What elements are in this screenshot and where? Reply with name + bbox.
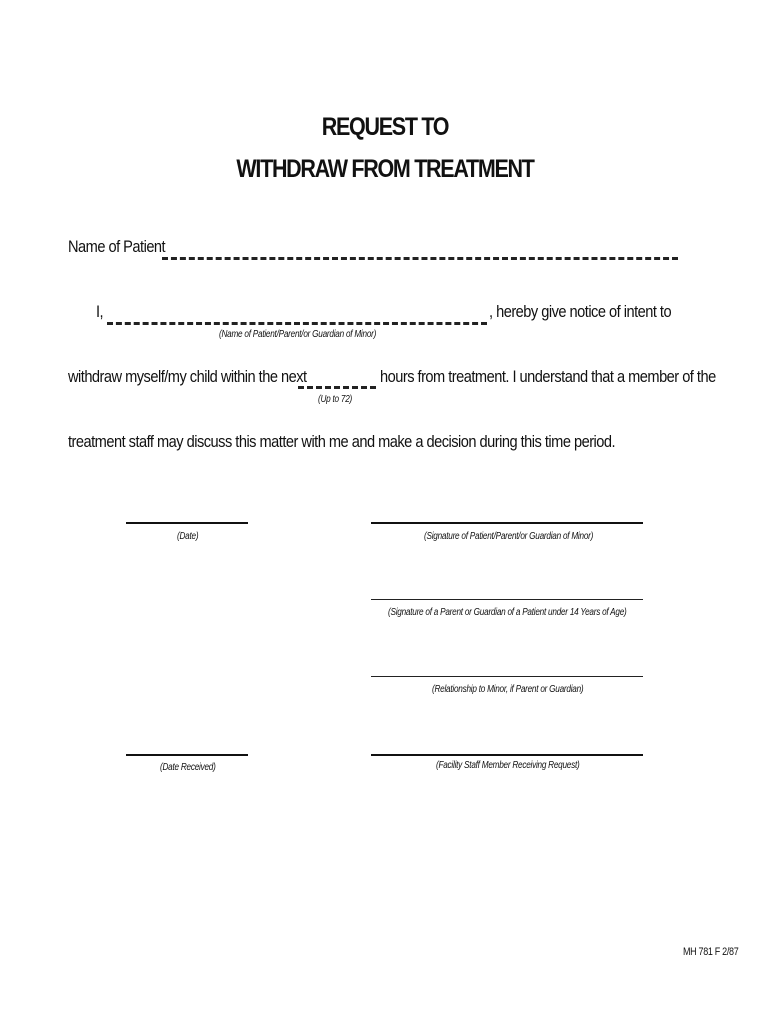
patient-name-field[interactable] xyxy=(162,257,678,260)
document-title-line-2: WITHDRAW FROM TREATMENT xyxy=(236,155,534,183)
hours-field[interactable] xyxy=(298,386,376,389)
date-signature-line[interactable] xyxy=(126,522,248,524)
staff-decision-sentence: treatment staff may discuss this matter with me and make a decision during this time period. xyxy=(68,432,616,451)
staff-receiving-line[interactable] xyxy=(371,754,643,756)
intro-suffix: , hereby give notice of intent to xyxy=(489,302,672,321)
withdraw-suffix: hours from treatment. I understand that a member of the xyxy=(380,367,716,386)
document-title-line-1: REQUEST TO xyxy=(321,113,449,141)
hours-field-caption: (Up to 72) xyxy=(318,394,353,405)
name-field-caption: (Name of Patient/Parent/or Guardian of Minor) xyxy=(219,329,377,340)
parent-signature-line[interactable] xyxy=(371,599,643,600)
staff-receiving-caption: (Facility Staff Member Receiving Request) xyxy=(436,760,580,771)
date-caption: (Date) xyxy=(177,531,199,542)
patient-signature-line[interactable] xyxy=(371,522,643,524)
patient-name-label: Name of Patient xyxy=(68,237,166,256)
date-received-line[interactable] xyxy=(126,754,248,756)
withdraw-prefix: withdraw myself/my child within the next xyxy=(68,367,307,386)
intro-prefix: I, xyxy=(96,302,104,321)
relationship-caption: (Relationship to Minor, if Parent or Guardian) xyxy=(432,684,584,695)
patient-signature-caption: (Signature of Patient/Parent/or Guardian of Minor) xyxy=(424,531,594,542)
parent-signature-caption: (Signature of a Parent or Guardian of a Patient under 14 Years of Age) xyxy=(388,607,627,618)
date-received-caption: (Date Received) xyxy=(160,762,216,773)
patient-parent-name-field[interactable] xyxy=(107,322,487,325)
relationship-line[interactable] xyxy=(371,676,643,677)
form-code: MH 781 F 2/87 xyxy=(683,946,739,958)
